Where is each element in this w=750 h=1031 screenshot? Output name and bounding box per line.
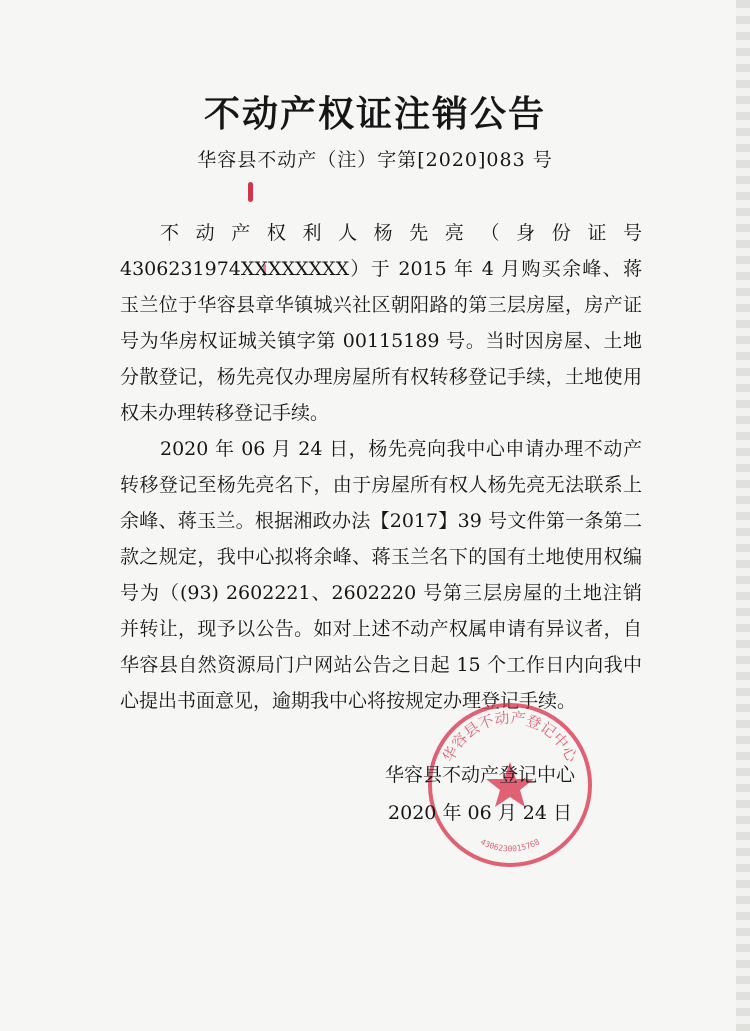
paragraph: 2020 年 06 月 24 日，杨先亮向我中心申请办理不动产转移登记至杨先亮名下，由于房屋所有权人杨先亮无法联系上余峰、蒋玉兰。根据湘政办法【2017】39 号文件第一条第二款之规定，我中心拟将余峰、蒋玉兰名下的国有土地使用权编号为（(93) 2602221、2602220 号第三层房屋的土地注销并转让，现予以公告。如对上述不动产权属申请有异议者，自华容县自然资源局门户网站公告之日起 15 个工作日内向我中心提出书面意见，逾期我中心将按规定办理登记手续。 — [120, 438, 642, 712]
signature-date: 2020 年 06 月 24 日 — [388, 802, 572, 824]
document-number: 华容县不动产（注）字第[2020]083 号 — [197, 149, 553, 171]
red-ink-mark — [248, 182, 253, 202]
seal-serial: 4306230015768 — [479, 837, 541, 854]
signature-organization: 华容县不动产登记中心 — [384, 764, 575, 786]
paragraph: 不动产权利人杨先亮（身份证号 4306231974XXXXXXXX）于 2015 年 4 月购买余峰、蒋玉兰位于华容县章华镇城兴社区朝阳路的第三层房屋，房产证号为华房权证城关镇字第 00115189 号。当时因房屋、土地分散登记，杨先亮仅办理房屋所有权转移登记手续，土地使用权未办理转移登记手续。 — [120, 222, 642, 424]
document-title: 不动产权证注销公告 — [203, 94, 546, 135]
document-body — [120, 215, 642, 719]
seal-text: 华容县不动产登记中心 — [439, 708, 581, 765]
